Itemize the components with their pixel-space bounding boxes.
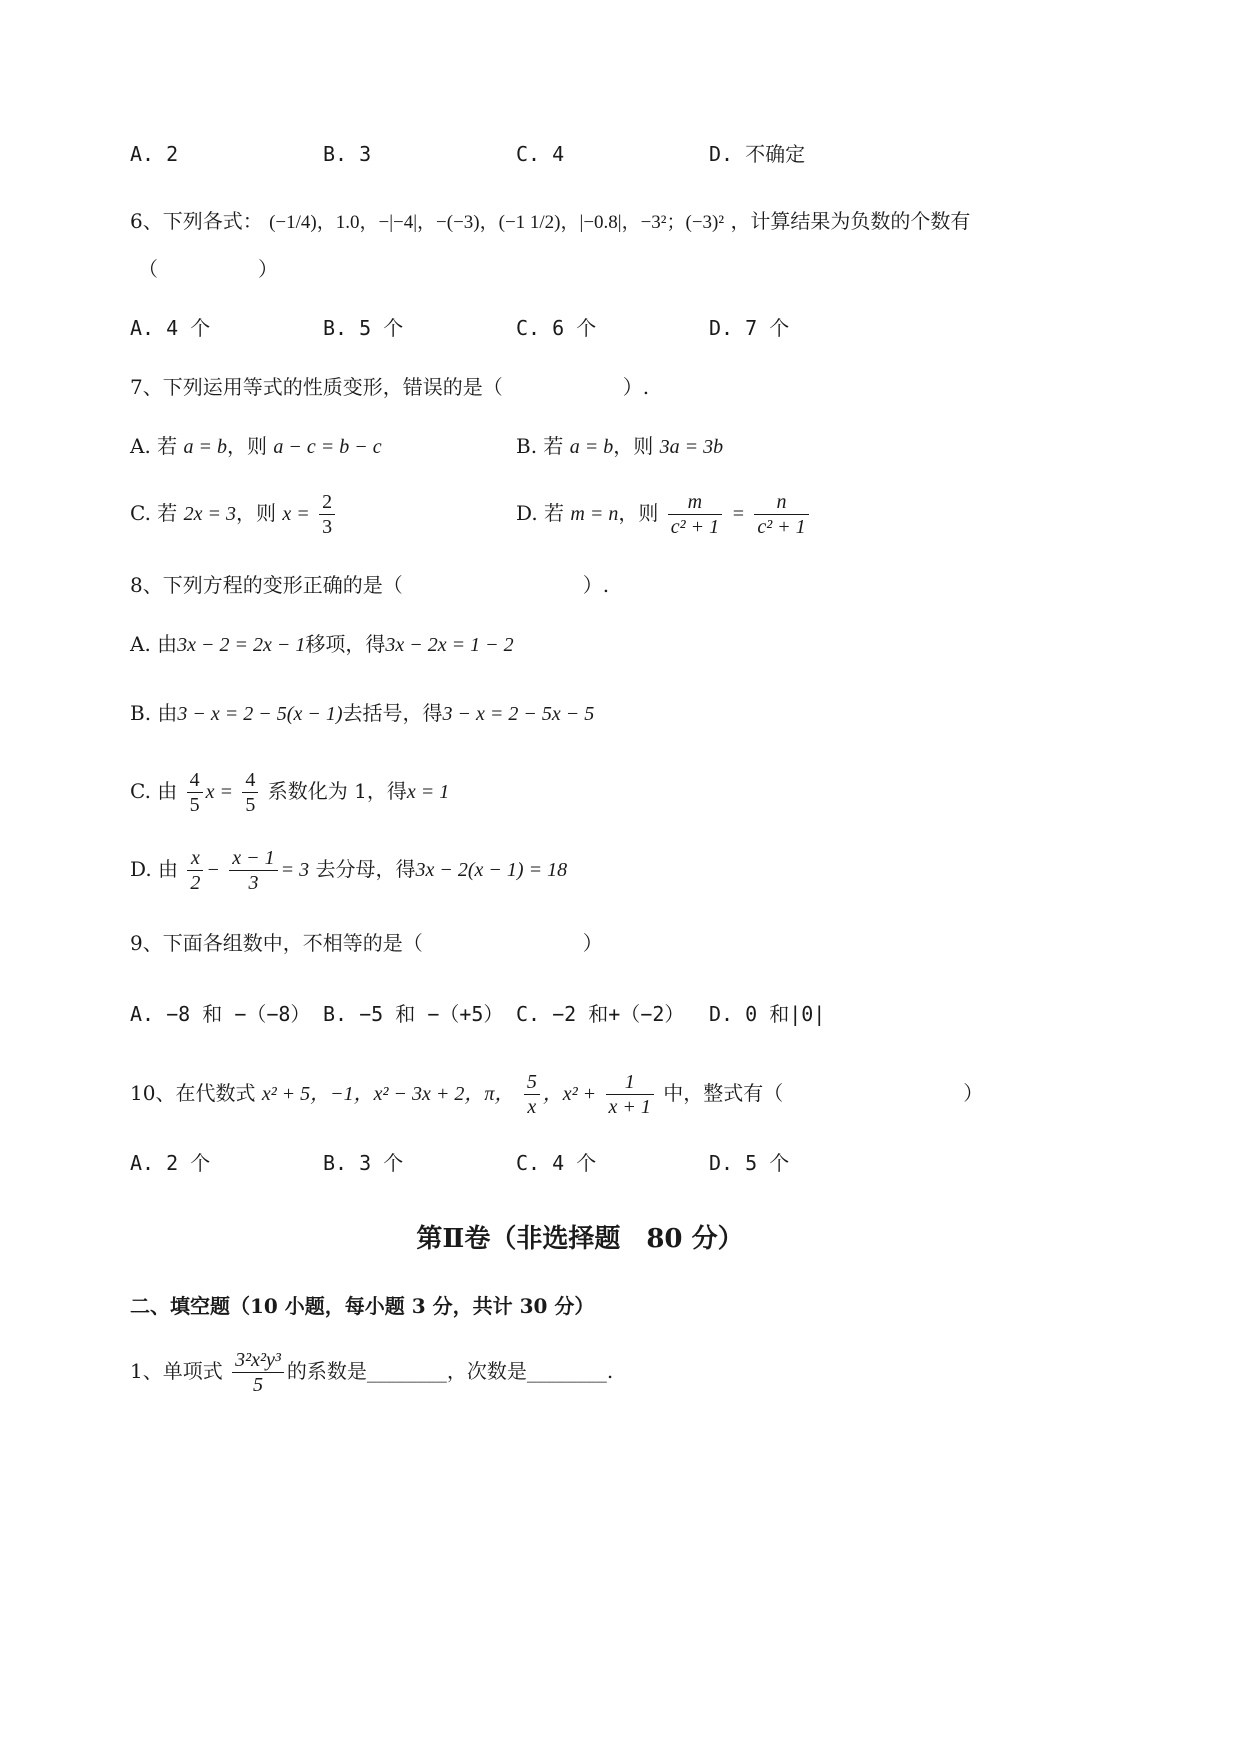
q8-option-c: C. 由 $\frac{4}{5}$ x = $\frac{4}{5}$ 系数化为 1，得x = 1 [130,769,450,816]
q10-option-d: D. 5 个 [709,1151,790,1175]
fill-q1: 1、单项式 $\frac{\text{3²x²y³}}{5}$ 的系数是________，次数是________. [130,1349,614,1396]
q7-option-a: A. 若 a = b，则 a − c = b − c [130,434,382,458]
q6-option-a: A. 4 个 [130,316,211,340]
fraction: $\frac{2}{3}$ [319,490,335,539]
q5-option-c: C. 4 [516,142,565,166]
fraction: $\frac{4}{5}$ [187,768,203,817]
q8-option-b: B. 由3 − x = 2 − 5(x − 1)去括号，得3 − x = 2 − 5x − 5 [130,701,595,725]
q6-expression: (−1/4)，1.0，−|−4|，−(−3)，(−1 1/2)，|−0.8|，−3²；(−3)² [269,212,725,233]
q10-stem: 10、在代数式 x² + 5，−1，x² − 3x + 2，π， $\frac{5}{x}$ ，x² + $\frac{1}{x + 1}$ 中，整式有（ ） [130,1071,984,1118]
fraction: $\frac{5}{x}$ [524,1070,540,1119]
q10-option-c: C. 4 个 [516,1151,597,1175]
q9-stem: 9、下面各组数中，不相等的是（ ） [130,931,603,955]
fraction: $\frac{1}{x + 1}$ [606,1070,654,1119]
q9-option-b: B. −5 和 −（+5） [323,1002,504,1026]
q6-stem [130,208,970,236]
q6-suffix: ，计算结果为负数的个数有 [730,209,971,233]
fraction: $\frac{4}{5}$ [242,768,258,817]
fraction: $\frac{m}{\text{c² + 1}}$ [668,490,722,539]
fraction: $\frac{n}{\text{c² + 1}}$ [754,490,808,539]
q9-option-a: A. −8 和 −（−8） [130,1002,311,1026]
part-two-title: 第Ⅱ卷（非选择题 80 分） [416,1224,744,1254]
q10-option-a: A. 2 个 [130,1151,211,1175]
q7-option-d: D. 若 m = n，则 $\frac{m}{\text{c² + 1}}$ = $\frac{n}{\text{c² + 1}}$ [516,490,812,539]
q9-option-c: C. −2 和+（−2） [516,1002,685,1026]
q8-option-a: A. 由3x − 2 = 2x − 1移项，得3x − 2x = 1 − 2 [130,632,514,656]
q6-option-c: C. 6 个 [516,316,597,340]
q7-option-c: C. 若 2x = 3，则 x = $\frac{2}{3}$ [130,490,338,539]
q9-option-d: D. 0 和|0| [709,1002,826,1026]
q6-answer-blank: （ ） [138,257,278,281]
q8-option-d: D. 由 $\frac{x}{2}$ − $\frac{x - 1}{3}$ = 3 去分母，得3x − 2(x − 1) = 18 [130,847,568,894]
q6-option-d: D. 7 个 [709,316,790,340]
section-heading: 二、填空题（10 小题，每小题 3 分，共计 30 分） [130,1294,595,1318]
q5-option-d: D. 不确定 [709,142,806,166]
q5-option-a: A. 2 [130,142,179,166]
q5-option-b: B. 3 [323,142,372,166]
q6-option-b: B. 5 个 [323,316,404,340]
q7-option-b: B. 若 a = b，则 3a = 3b [516,434,724,458]
fraction: $\frac{x}{2}$ [187,846,203,895]
q10-option-b: B. 3 个 [323,1151,404,1175]
fraction: $\frac{x - 1}{3}$ [229,846,277,895]
q6-prefix: 6、下列各式： [130,209,263,233]
fraction: $\frac{\text{3²x²y³}}{5}$ [232,1348,284,1397]
q8-stem: 8、下列方程的变形正确的是（ ）. [130,573,610,597]
q7-stem: 7、下列运用等式的性质变形，错误的是（ ）. [130,375,650,399]
